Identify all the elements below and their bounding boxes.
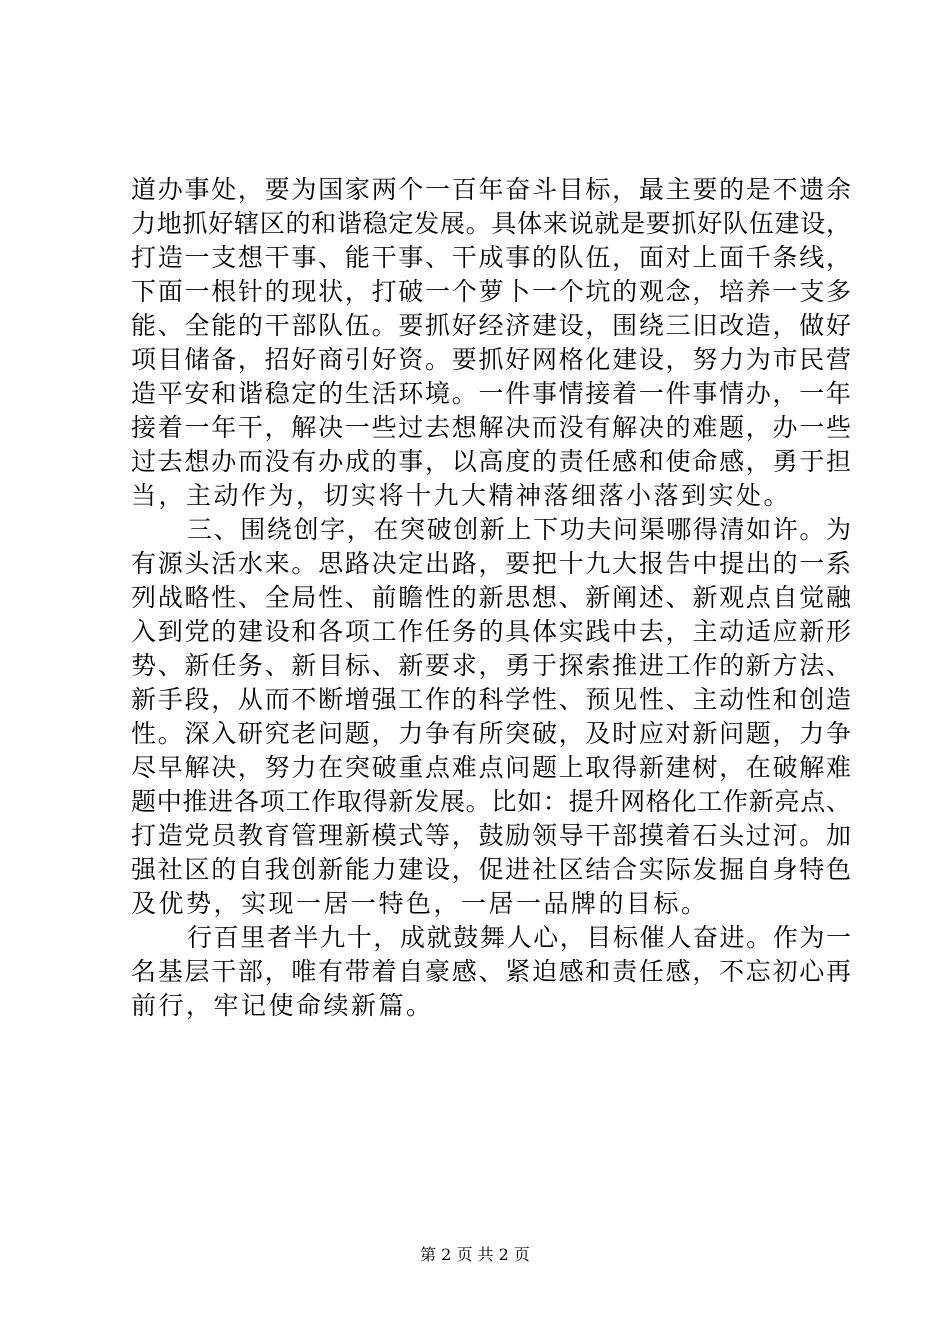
text-line: 力地抓好辖区的和谐稳定发展。具体来说就是要抓好队伍建设，: [131, 209, 851, 238]
text-line: 前行，牢记使命续新篇。: [131, 991, 434, 1020]
text-line: 题中推进各项工作取得新发展。比如：提升网格化工作新亮点、: [131, 787, 851, 816]
text-line: 道办事处，要为国家两个一百年奋斗目标，最主要的是不遗余: [131, 175, 851, 204]
text-line: 打造一支想干事、能干事、干成事的队伍，面对上面千条线，: [131, 243, 851, 272]
text-line: 过去想办而没有办成的事，以高度的责任感和使命感，勇于担: [131, 447, 851, 476]
text-line: 有源头活水来。思路决定出路，要把十九大报告中提出的一系: [131, 549, 851, 578]
text-line: 列战略性、全局性、前瞻性的新思想、新阐述、新观点自觉融: [131, 583, 851, 612]
text-line: 三、围绕创字，在突破创新上下功夫问渠哪得清如许。为: [187, 515, 851, 544]
text-line: 打造党员教育管理新模式等，鼓励领导干部摸着石头过河。加: [131, 821, 851, 850]
text-line: 名基层干部，唯有带着自豪感、紧迫感和责任感，不忘初心再: [131, 957, 851, 986]
text-line: 下面一根针的现状，打破一个萝卜一个坑的观念，培养一支多: [131, 277, 851, 306]
text-line: 能、全能的干部队伍。要抓好经济建设，围绕三旧改造，做好: [131, 311, 851, 340]
page-number-footer: 第 2 页 共 2 页: [420, 1245, 530, 1264]
text-line: 项目储备，招好商引好资。要抓好网格化建设，努力为市民营: [131, 345, 851, 374]
text-line: 新手段，从而不断增强工作的科学性、预见性、主动性和创造: [131, 685, 851, 714]
text-line: 入到党的建设和各项工作任务的具体实践中去，主动适应新形: [131, 617, 851, 646]
text-line: 接着一年干，解决一些过去想解决而没有解决的难题，办一些: [131, 413, 851, 442]
text-line: 及优势，实现一居一特色，一居一品牌的目标。: [131, 889, 709, 918]
text-line: 尽早解决，努力在突破重点难点问题上取得新建树，在破解难: [131, 753, 851, 782]
text-line: 行百里者半九十，成就鼓舞人心，目标催人奋进。作为一: [187, 923, 851, 952]
text-line: 当，主动作为，切实将十九大精神落细落小落到实处。: [131, 481, 792, 510]
text-line: 势、新任务、新目标、新要求，勇于探索推进工作的新方法、: [131, 651, 851, 680]
text-line: 性。深入研究老问题，力争有所突破，及时应对新问题，力争: [131, 719, 851, 748]
text-line: 造平安和谐稳定的生活环境。一件事情接着一件事情办，一年: [131, 379, 851, 408]
text-line: 强社区的自我创新能力建设，促进社区结合实际发掘自身特色: [131, 855, 851, 884]
